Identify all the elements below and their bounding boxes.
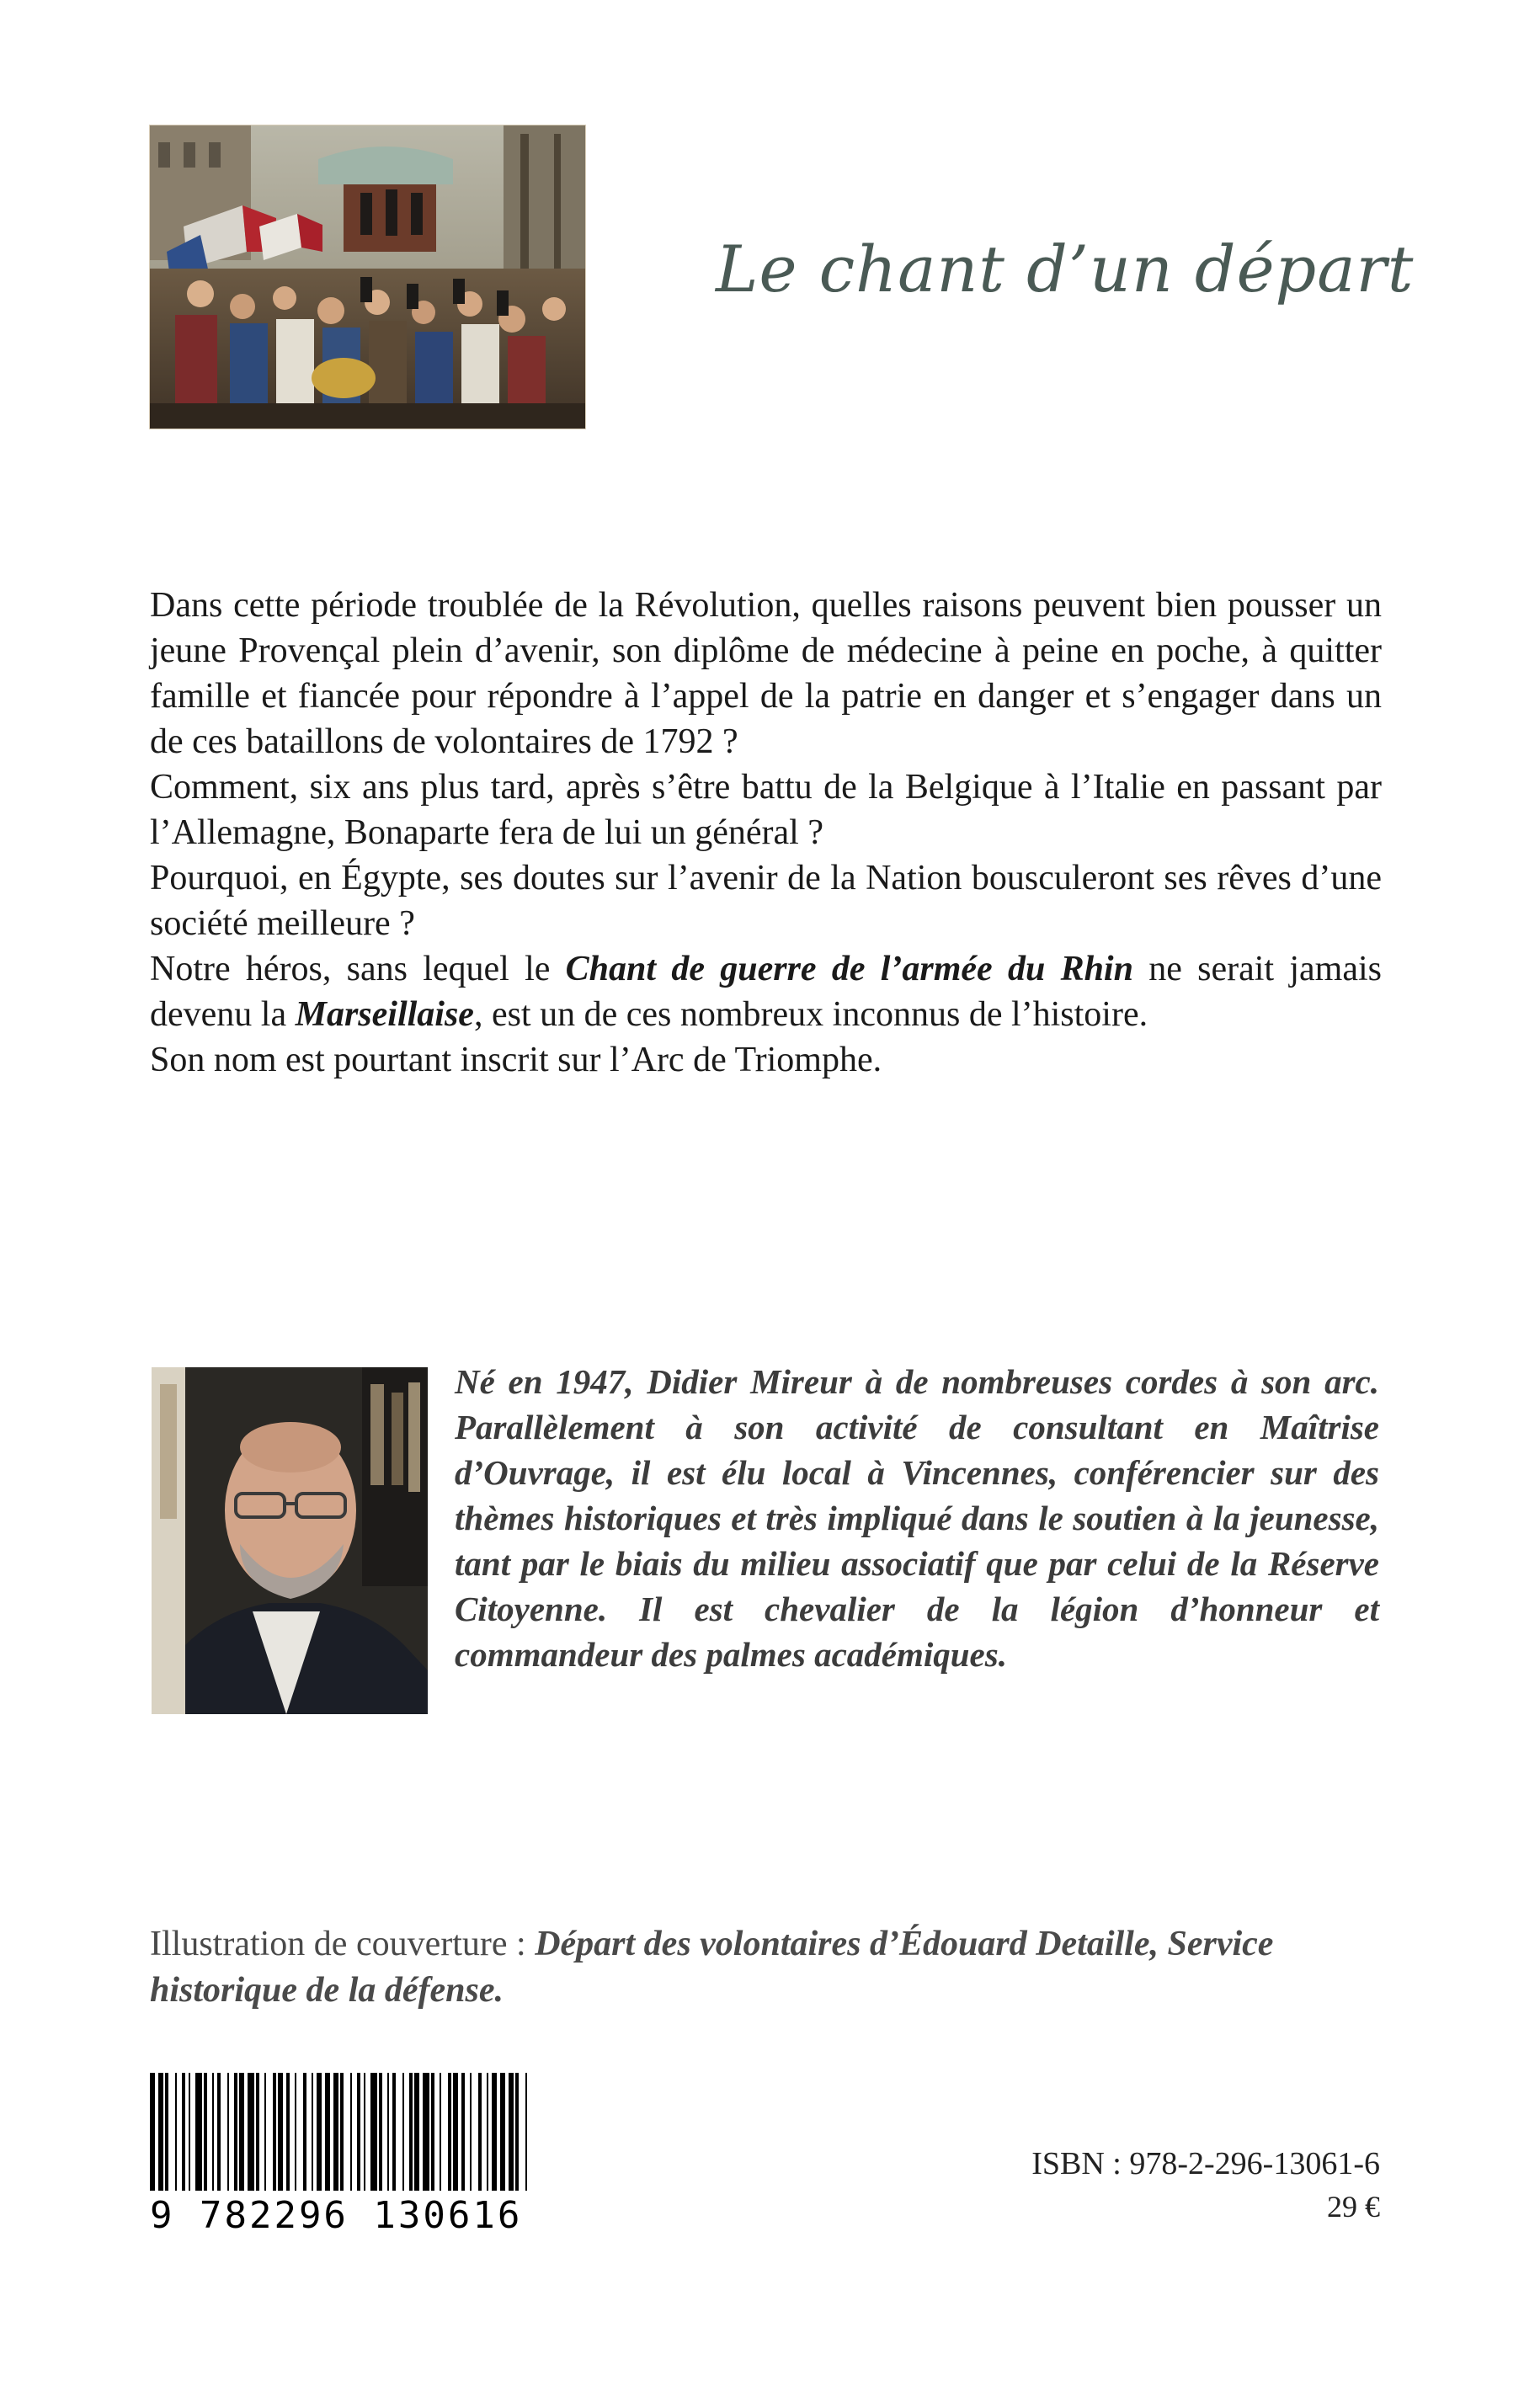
blurb-p4-text-a: Notre héros, sans lequel le <box>150 950 566 988</box>
author-photo <box>152 1367 428 1714</box>
cover-illustration-thumbnail <box>149 125 586 429</box>
cover-illustration-credit <box>150 1921 1396 2014</box>
credit-work: Départ des volontaires d’Édouard Detaille, Service historique de la défense. <box>150 1925 1274 2010</box>
author-bio-text: Né en 1947, Didier Mireur à de nombreuses cordes à son arc. Parallèlement à son activité de consultant en Maîtrise d’Ouvrage, il est élu local à Vincennes, conférencier sur des thèmes historiques et très impliqué dans le soutien à la jeunesse, tant par le biais du milieu associatif que par celui de la Réserve Citoyenne. Il est chevalier de la légion d’honneur et commandeur des palmes académiques. <box>455 1362 1379 1674</box>
painting-depart-des-volontaires-image <box>150 125 585 429</box>
price: 29 € <box>1327 2190 1380 2224</box>
song-title: Chant de guerre de l’armée du Rhin <box>565 950 1133 988</box>
anthem-title: Marseillaise <box>295 995 474 1034</box>
back-cover-blurb <box>150 583 1382 1083</box>
blurb-p4-text-c: , est un de ces nombreux inconnus de l’histoire. <box>473 995 1148 1034</box>
blurb-p4-text-b: ne serait jamais devenu la <box>150 950 1382 1034</box>
barcode-bars <box>150 2073 530 2191</box>
author-biography <box>455 1359 1379 1677</box>
blurb-paragraph-1: Dans cette période troublée de la Révolution, quelles raisons peuvent bien pousser un jeune Provençal plein d’avenir, son diplôme de médecine à peine en poche, à quitter famille et fiancée pour répondre à l’appel de la patrie en danger et s’engager dans un de ces bataillons de volontaires de 1792 ? <box>150 586 1382 761</box>
isbn-number: ISBN : 978-2-296-13061-6 <box>1031 2146 1380 2181</box>
blurb-paragraph-2: Comment, six ans plus tard, après s’être battu de la Belgique à l’Italie en passant par l’Allemagne, Bonaparte fera de lui un général ? <box>150 768 1382 852</box>
book-title: Le chant d’un départ <box>716 232 1415 306</box>
barcode-digits: 9 782296 130616 <box>150 2194 523 2237</box>
blurb-paragraph-3: Pourquoi, en Égypte, ses doutes sur l’avenir de la Nation bousculeront ses rêves d’une société meilleure ? <box>150 859 1382 943</box>
blurb-paragraph-4 <box>150 946 1382 1037</box>
author-portrait-image <box>152 1367 428 1714</box>
blurb-paragraph-5: Son nom est pourtant inscrit sur l’Arc de Triomphe. <box>150 1041 882 1079</box>
credit-label: Illustration de couverture : <box>150 1925 536 1963</box>
